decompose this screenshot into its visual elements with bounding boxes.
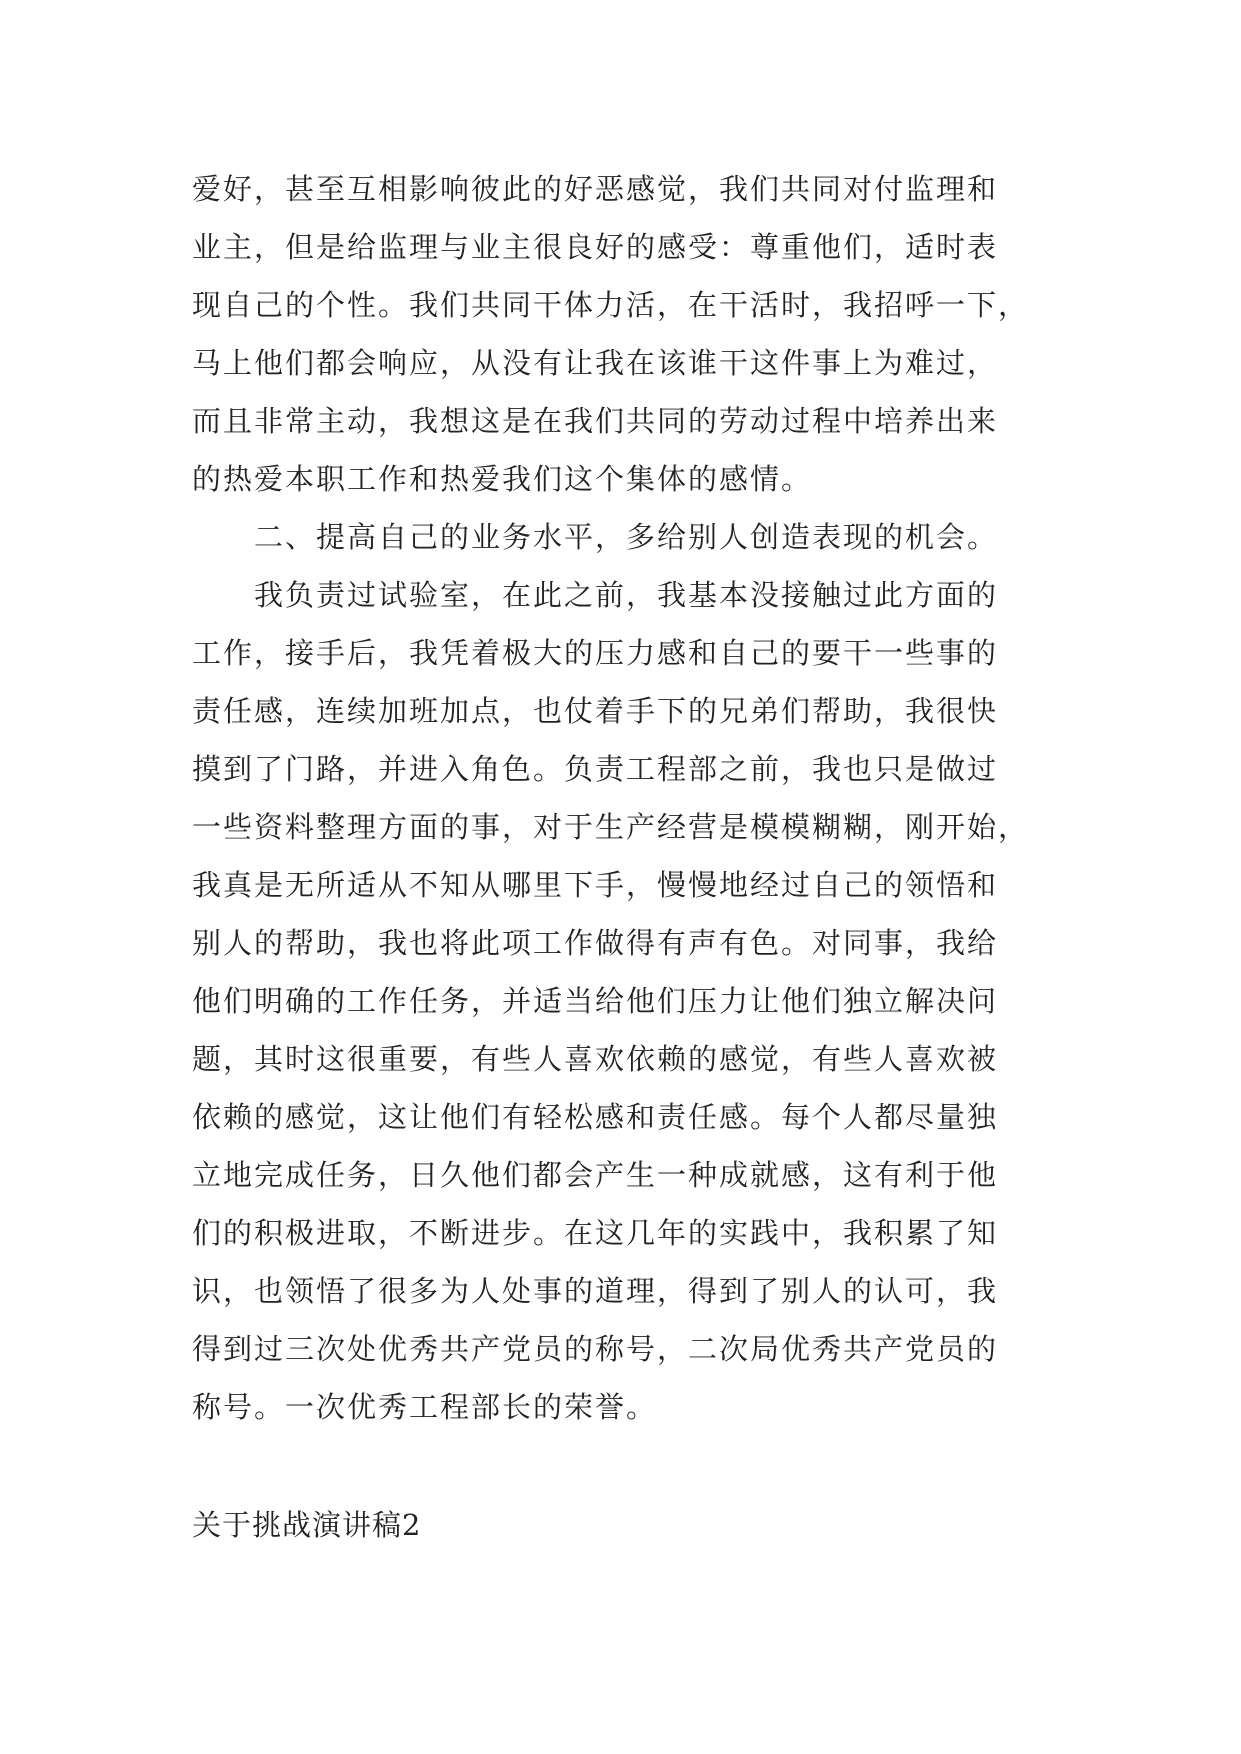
text-line: 的热爱本职工作和热爱我们这个集体的感情。: [192, 462, 813, 496]
text-line: 他们明确的工作任务，并适当给他们压力让他们独立解决问: [192, 984, 999, 1018]
paragraph-1: [192, 160, 1072, 508]
text-line: 识，也领悟了很多为人处事的道理，得到了别人的认可，我: [192, 1274, 999, 1308]
text-line: 而且非常主动，我想这是在我们共同的劳动过程中培养出来: [192, 404, 999, 438]
text-line: 爱好，甚至互相影响彼此的好恶感觉，我们共同对付监理和: [192, 172, 999, 206]
paragraph-2: [192, 566, 1072, 1436]
text-line: 责任感，连续加班加点，也仗着手下的兄弟们帮助，我很快: [192, 694, 999, 728]
section-heading: 二、提高自己的业务水平，多给别人创造表现的机会。: [254, 520, 999, 554]
text-line: 我负责过试验室，在此之前，我基本没接触过此方面的: [254, 578, 999, 612]
text-line: 业主，但是给监理与业主很良好的感受：尊重他们，适时表: [192, 230, 999, 264]
text-line: 一些资料整理方面的事，对于生产经营是模模糊糊，刚开始，: [192, 810, 1030, 844]
text-line: 我真是无所适从不知从哪里下手，慢慢地经过自己的领悟和: [192, 868, 999, 902]
text-line: 得到过三次处优秀共产党员的称号，二次局优秀共产党员的: [192, 1332, 999, 1366]
document-body: [192, 160, 1072, 1436]
text-line: 摸到了门路，并进入角色。负责工程部之前，我也只是做过: [192, 752, 999, 786]
text-line: 依赖的感觉，这让他们有轻松感和责任感。每个人都尽量独: [192, 1100, 999, 1134]
text-line: 们的积极进取，不断进步。在这几年的实践中，我积累了知: [192, 1216, 999, 1250]
text-line: 别人的帮助，我也将此项工作做得有声有色。对同事，我给: [192, 926, 999, 960]
text-line: 工作，接手后，我凭着极大的压力感和自己的要干一些事的: [192, 636, 999, 670]
next-document-title: 关于挑战演讲稿2: [192, 1508, 422, 1542]
text-line: 马上他们都会响应，从没有让我在该谁干这件事上为难过，: [192, 346, 999, 380]
text-line: 称号。一次优秀工程部长的荣誉。: [192, 1390, 658, 1424]
text-line: 立地完成任务，日久他们都会产生一种成就感，这有利于他: [192, 1158, 999, 1192]
text-line: 题，其时这很重要，有些人喜欢依赖的感觉，有些人喜欢被: [192, 1042, 999, 1076]
text-line: 现自己的个性。我们共同干体力活，在干活时，我招呼一下，: [192, 288, 1030, 322]
